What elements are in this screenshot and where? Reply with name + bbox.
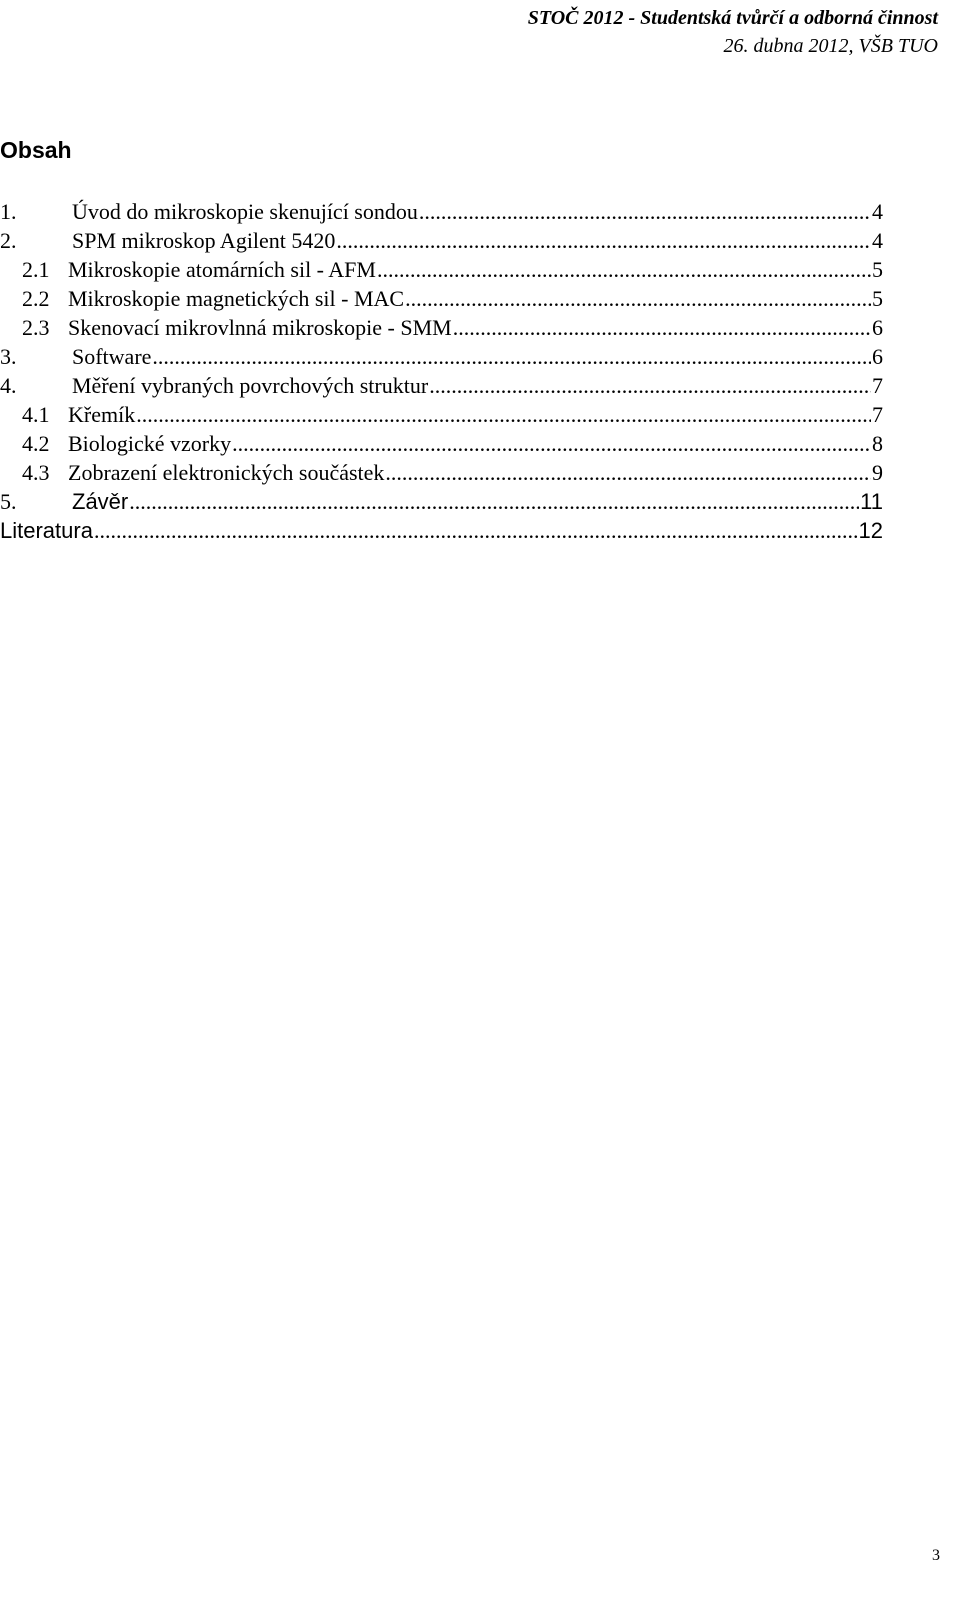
running-header: [528, 4, 938, 60]
toc-entry-number: 4.1: [22, 402, 50, 427]
toc-dot-leader: [453, 313, 871, 342]
toc-entry-number: 3.: [0, 344, 17, 369]
toc-entry-page: 8: [872, 431, 883, 456]
toc-entry-title: Křemík: [68, 402, 136, 427]
toc-entry-page: 6: [872, 344, 883, 369]
toc-entry[interactable]: [0, 313, 883, 342]
table-of-contents: [0, 197, 883, 545]
toc-entry[interactable]: [0, 400, 883, 429]
toc-entry-number: 1.: [0, 199, 17, 224]
toc-entry-page: 12: [858, 518, 883, 543]
toc-dot-leader: [377, 255, 871, 284]
toc-entry-page: 4: [872, 228, 883, 253]
toc-dot-leader: [136, 400, 871, 429]
toc-dot-leader: [129, 487, 859, 516]
toc-entry-title: SPM mikroskop Agilent 5420: [72, 228, 336, 253]
toc-entry-title: Mikroskopie atomárních sil - AFM: [68, 257, 376, 282]
toc-entry-page: 7: [872, 373, 883, 398]
toc-entry-title: Zobrazení elektronických součástek: [68, 460, 385, 485]
toc-entry-page: 5: [872, 257, 883, 282]
toc-entry-number: 4.2: [22, 431, 50, 456]
conference-date: 26. dubna 2012, VŠB TUO: [723, 35, 938, 57]
toc-entry-page: 7: [872, 402, 883, 427]
toc-entry[interactable]: [0, 197, 883, 226]
toc-entry[interactable]: [0, 429, 883, 458]
toc-dot-leader: [385, 458, 871, 487]
toc-heading: Obsah: [0, 137, 72, 163]
toc-entry[interactable]: [0, 342, 883, 371]
toc-dot-leader: [232, 429, 871, 458]
toc-dot-leader: [94, 516, 858, 545]
toc-dot-leader: [152, 342, 871, 371]
toc-entry-title: Software: [72, 344, 152, 369]
toc-entry[interactable]: [0, 371, 883, 400]
toc-entry-page: 11: [860, 489, 883, 514]
toc-dot-leader: [405, 284, 871, 313]
toc-entry[interactable]: [0, 458, 883, 487]
toc-entry-number: 2.3: [22, 315, 50, 340]
toc-entry-number: 4.3: [22, 460, 50, 485]
toc-entry-title: Úvod do mikroskopie skenující sondou: [72, 199, 418, 224]
toc-entry-title: Měření vybraných povrchových struktur: [72, 373, 429, 398]
conference-title: STOČ 2012 - Studentská tvůrčí a odborná činnost: [527, 7, 938, 29]
toc-entry-title: Literatura: [0, 518, 93, 543]
page-number: 3: [932, 1547, 940, 1564]
toc-dot-leader: [429, 371, 871, 400]
toc-entry-page: 6: [872, 315, 883, 340]
toc-entry-title: Závěr: [72, 489, 129, 514]
toc-entry-number: 2.2: [22, 286, 50, 311]
toc-entry-page: 4: [872, 199, 883, 224]
toc-entry[interactable]: [0, 255, 883, 284]
toc-entry-page: 5: [872, 286, 883, 311]
toc-entry-number: 5.: [0, 489, 17, 514]
toc-entry-title: Mikroskopie magnetických sil - MAC: [68, 286, 405, 311]
toc-entry[interactable]: [0, 284, 883, 313]
toc-entry-number: 4.: [0, 373, 17, 398]
toc-entry-number: 2.: [0, 228, 17, 253]
toc-dot-leader: [336, 226, 871, 255]
toc-entry[interactable]: [0, 516, 883, 545]
toc-entry-page: 9: [872, 460, 883, 485]
toc-entry[interactable]: [0, 487, 883, 516]
toc-entry-title: Biologické vzorky: [68, 431, 232, 456]
toc-entry-title: Skenovací mikrovlnná mikroskopie - SMM: [68, 315, 452, 340]
toc-entry[interactable]: [0, 226, 883, 255]
toc-dot-leader: [419, 197, 871, 226]
toc-entry-number: 2.1: [22, 257, 50, 282]
